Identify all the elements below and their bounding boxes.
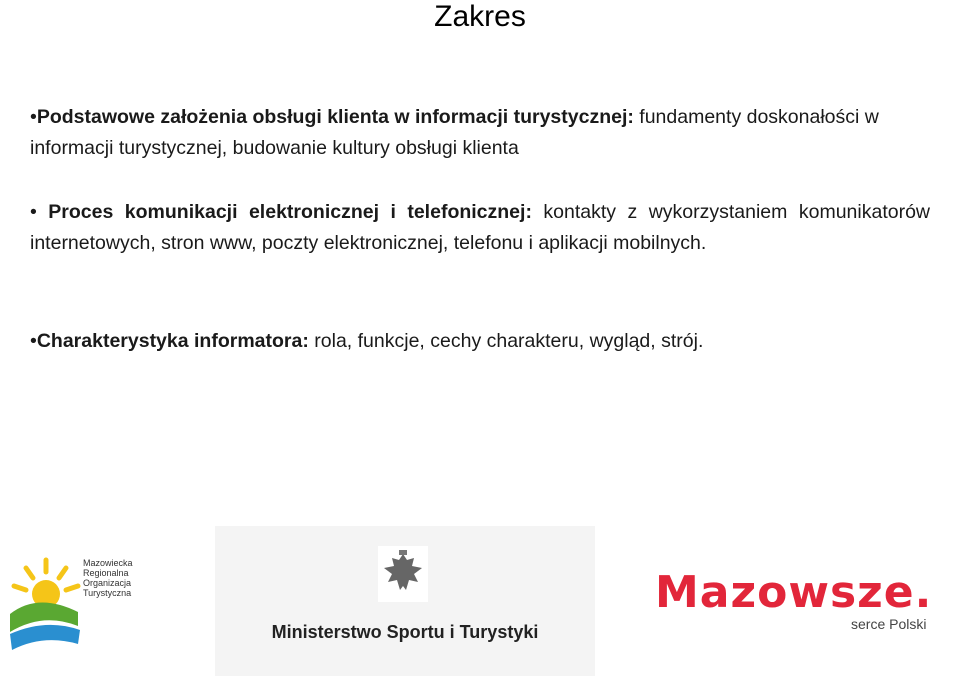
mrot-name: Mazowiecka Regionalna Organizacja Turystyczna [83,558,133,598]
bullet-heading: Proces komunikacji elektronicznej i telefonicznej: [48,201,532,223]
msit-name: Ministerstwo Sportu i Turystyki [271,622,539,642]
bullet-heading: Charakterystyka informatora: [36,330,309,352]
logos-footer [0,520,960,689]
mrot-sun-hills-icon [8,554,83,664]
mrot-logo [8,554,138,664]
mazowsze-wordmark: Mazowsze. [655,567,933,618]
bullet-item-1 [30,102,930,164]
mazowsze-tagline: serce Polski [851,616,927,632]
msit-logo [215,526,595,676]
bullet-symbol: • [30,106,37,128]
bullet-text: rola, funkcje, cechy charakteru, wygląd, strój. [308,330,704,352]
bullet-symbol: • [30,330,37,352]
bullet-item-3 [30,326,930,357]
mazowsze-logo [655,568,955,638]
bullet-heading: Podstawowe założenia obsługi klienta w informacji turystycznej: [36,106,634,128]
bullet-text: fundamenty doskonałości w informacji turystycznej, budowanie kultury obsługi klienta [30,106,879,159]
page-title: Zakres [434,0,526,33]
bullet-text: kontakty z wykorzystaniem komunikatorów internetowych, stron www, poczty elektronicznej, telefonu i aplikacji mobilnych. [30,201,930,254]
bullet-item-2 [30,197,930,259]
eagle-emblem-icon [378,546,428,602]
bullet-symbol: • [30,201,49,223]
